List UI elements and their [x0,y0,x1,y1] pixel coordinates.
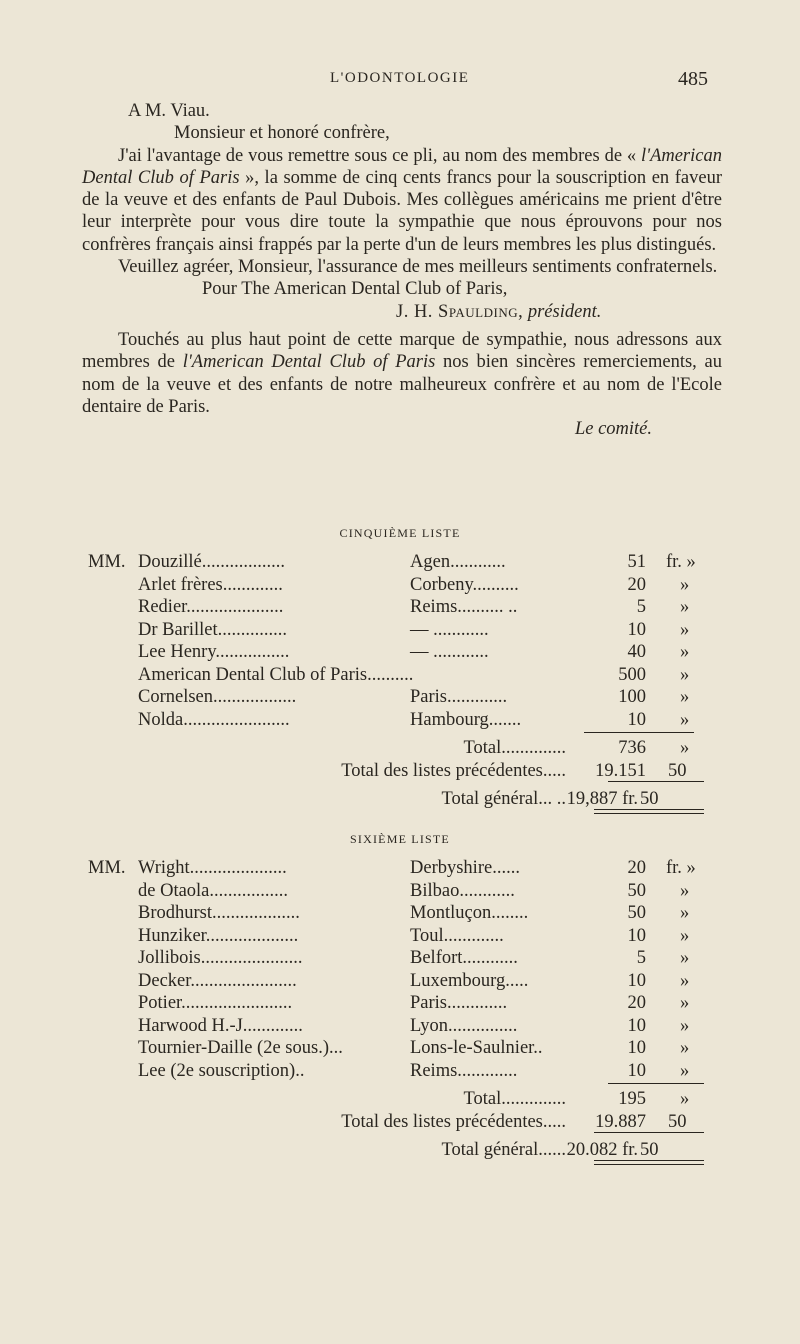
list5-table [88,552,728,812]
donor-name: de Otaola................. [138,880,289,901]
amount-cents: 50 [640,789,659,809]
donor-city: Reims............. [410,1060,518,1081]
donor-name: Harwood H.-J............. [138,1015,303,1036]
total-label: Total.............. [463,1089,566,1109]
donor-amount: 20 [627,574,646,595]
amount-unit: » [680,597,690,617]
grand-total-amount: 19,887 fr. [566,789,638,809]
donor-city: Reims.......... .. [410,597,518,617]
signature-line: Pour The American Dental Club of Paris, [202,279,508,300]
table-row [88,858,728,881]
grand-total-amount: 20.082 fr. [566,1140,638,1160]
table-row [88,575,728,598]
table-row [88,1016,728,1039]
donor-amount: 10 [627,925,646,946]
donor-amount: 10 [627,1060,646,1081]
list6-title: SIXIÈME LISTE [350,832,450,846]
donor-amount: 10 [627,709,646,730]
table-row [88,687,728,710]
table-row [88,665,728,688]
donor-city: Bilbao............ [410,880,515,901]
amount-unit: » [680,1015,690,1036]
signature [82,301,722,323]
donor-city: Luxembourg..... [410,970,529,991]
donor-name: Hunziker.................... [138,925,299,946]
amount-cents: 50 [668,1111,687,1132]
donor-amount: 100 [618,687,646,707]
list5-title: CINQUIÈME LISTE [339,526,461,540]
amount-unit: » [680,738,690,758]
table-row [88,971,728,994]
amount-unit: » [680,1089,690,1109]
paragraph-text: Touchés au plus haut point de cette marque de sympathie, nous adressons aux membres de [82,329,722,373]
letter-closing: Le comité. [574,419,652,440]
amount-unit: » [680,948,690,968]
signatory-name: J. H. Spaulding, [396,301,524,322]
donor-amount: 5 [636,948,646,968]
donor-name: Redier..................... [138,597,284,617]
donor-city: — ............ [410,642,489,662]
grand-total-rule [594,1132,704,1133]
donor-city: Corbeny.......... [410,574,519,595]
donor-amount: 50 [627,903,646,923]
amount-unit: fr. » [666,552,696,572]
grand-total-rule [608,781,704,782]
club-name: l'American Dental Club of Paris [82,145,722,188]
letter-paragraph-3 [82,329,722,418]
donor-amount: 50 [627,880,646,901]
table-row [88,1038,728,1061]
amount-unit: » [680,880,690,901]
donor-amount: 10 [627,970,646,991]
donor-city: — ............ [410,619,489,640]
donor-name: Cornelsen.................. [138,687,297,707]
amount-unit: » [680,903,690,923]
donor-name: Decker....................... [138,970,297,991]
letter-paragraph-1 [82,145,722,256]
donor-city: Belfort............ [410,948,518,968]
amount-unit: » [680,709,690,730]
donor-amount: 40 [627,642,646,662]
donor-name: Dr Barillet............... [138,619,288,640]
total-row [88,1089,728,1112]
table-row [88,881,728,904]
donor-name: Lee (2e souscription).. [138,1060,305,1081]
table-row [88,1061,728,1084]
donor-name: Douzillé.................. [138,552,285,572]
donor-name: Jollibois...................... [138,948,303,968]
amount-unit: » [680,619,690,640]
donor-amount: 10 [627,1038,646,1058]
amount-unit: fr. » [666,858,696,878]
donor-city: Lons-le-Saulnier.. [410,1038,543,1058]
table-row [88,993,728,1016]
donor-name: Arlet frères............. [138,574,283,595]
letter-salutation: A M. Viau. [128,101,210,121]
donor-name: Lee Henry................ [138,642,290,662]
donor-amount: 10 [627,619,646,640]
donor-amount: 10 [627,1015,646,1036]
running-title: L'ODONTOLOGIE [330,70,470,86]
donor-amount: 20 [627,993,646,1013]
paragraph-text: nos bien sincères remerciements, au nom de la veuve et des enfants de notre malheureux confrère et au nom de l'Ecole dentaire de Paris. [82,352,722,417]
donor-amount: 5 [636,597,646,617]
donor-amount: 20 [627,858,646,878]
table-row [88,642,728,665]
amount-unit: » [680,664,690,685]
previous-total-label: Total des listes précédentes..... [341,760,566,781]
donor-name: Potier........................ [138,993,293,1013]
donor-name: Brodhurst................... [138,903,300,923]
table-row [88,903,728,926]
total-label: Total.............. [463,738,566,758]
previous-total-row [88,761,728,784]
table-row [88,620,728,643]
signatory-title: président. [527,301,602,322]
total-amount: 195 [618,1089,646,1109]
page-header [0,68,800,98]
club-name: l'American Dental Club of Paris [182,352,436,373]
table-row [88,948,728,971]
grand-total-label: Total général...... [441,1140,566,1160]
previous-total-label: Total des listes précédentes..... [341,1111,566,1132]
donor-city: Agen............ [410,552,506,572]
donor-city: Lyon............... [410,1015,518,1036]
amount-unit: » [680,687,690,707]
previous-total-row [88,1112,728,1135]
paragraph-text: J'ai l'avantage de vous remettre sous ce pli, au nom des membres de « [118,145,641,166]
letter-body [82,100,722,440]
donor-city: Toul............. [410,925,504,946]
donor-city: Paris............. [410,993,508,1013]
donor-name: Wright..................... [138,858,287,878]
page-number: 485 [678,68,708,90]
row-prefix: MM. [88,858,126,878]
table-row [88,926,728,949]
table-row [88,552,728,575]
amount-cents: 50 [668,760,687,781]
amount-unit: » [680,1038,690,1058]
donor-city: Hambourg....... [410,709,522,730]
donor-name: Tournier-Daille (2e sous.)... [138,1038,343,1058]
donor-city: Paris............. [410,687,508,707]
amount-cents: 50 [640,1140,659,1160]
amount-unit: » [680,925,690,946]
double-rule [594,813,704,814]
previous-total-amount: 19.887 [595,1111,646,1132]
double-rule [594,1164,704,1165]
letter-opening: Monsieur et honoré confrère, [174,123,390,144]
list6-table [88,858,728,1163]
table-row [88,710,728,733]
table-row [88,597,728,620]
row-prefix: MM. [88,552,126,572]
total-rule [584,732,694,733]
amount-unit: » [680,1060,690,1081]
donor-name: Nolda....................... [138,709,290,730]
total-amount: 736 [618,738,646,758]
amount-unit: » [680,993,690,1013]
amount-unit: » [680,970,690,991]
grand-total-label: Total général... .. [441,789,566,809]
total-row [88,738,728,761]
donor-amount: 51 [627,552,646,572]
paragraph-text: », la somme de cinq cents francs pour la souscription en faveur de la veuve et des enfants de Paul Dubois. Mes collègues américains me prient d'être leur interprète pour vous dire toute la sympathie que nous éprouvons pour nos confrères français ainsi frappés par la perte d'un de leurs membres les plus distingués. [82,167,722,255]
letter-paragraph-2: Veuillez agréer, Monsieur, l'assurance de mes meilleurs sentiments confraternels. [118,257,718,278]
double-rule [594,1160,704,1161]
total-rule [608,1083,704,1084]
amount-unit: » [680,642,690,662]
double-rule [594,809,704,810]
amount-unit: » [680,574,690,595]
donor-city: Derbyshire...... [410,858,520,878]
donor-city: Montluçon........ [410,903,529,923]
donor-amount: 500 [618,664,646,685]
donor-name: American Dental Club of Paris.......... [138,664,414,685]
previous-total-amount: 19.151 [595,760,646,781]
